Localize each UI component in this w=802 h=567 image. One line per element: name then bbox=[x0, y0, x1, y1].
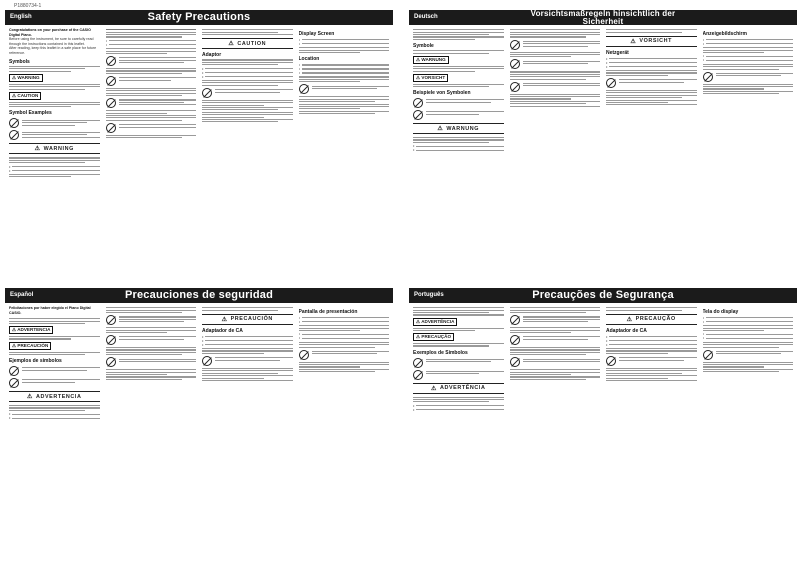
language-label: Español bbox=[10, 292, 34, 298]
prohibition-icon bbox=[510, 315, 520, 325]
warning-triangle-icon: ⚠ bbox=[34, 146, 41, 153]
prohibition-icon bbox=[606, 356, 616, 366]
caution-label: ⚠ VORSICHT bbox=[413, 74, 448, 82]
text-column-2 bbox=[510, 306, 601, 558]
text-column-2: • • bbox=[106, 28, 197, 280]
warning-label: ⚠ WARNUNG bbox=[413, 56, 449, 64]
intro-block bbox=[9, 28, 100, 56]
section-title: Precauções de Segurança bbox=[532, 289, 674, 301]
prohibition-icon bbox=[299, 84, 309, 94]
warning-triangle-icon: ⚠ bbox=[630, 38, 637, 45]
text-column-3: ⚠ PRECAUÇÃO Adaptador de CA • • • bbox=[606, 306, 697, 558]
warning-triangle-icon: ⚠ bbox=[416, 334, 421, 340]
warning-triangle-icon: ⚠ bbox=[221, 316, 228, 323]
spanish-section bbox=[5, 288, 393, 560]
prohibition-icon bbox=[202, 88, 212, 98]
caution-banner: ⚠ CAUTION bbox=[202, 38, 293, 49]
column-heading: Adaptador de CA bbox=[202, 327, 243, 334]
text-column-4: Anzeigebildschirm • • • • bbox=[703, 28, 794, 280]
prohibition-icon bbox=[106, 357, 116, 367]
warning-triangle-icon: ⚠ bbox=[416, 318, 421, 324]
prohibition-icon bbox=[106, 315, 116, 325]
prohibition-icon bbox=[510, 357, 520, 367]
intro-block bbox=[9, 306, 100, 315]
prohibition-icon bbox=[9, 366, 19, 376]
column-heading: Adaptor bbox=[202, 52, 222, 59]
warning-banner: ⚠ WARNING bbox=[9, 143, 100, 154]
warning-banner: ⚠ ADVERTÊNCIA bbox=[413, 383, 504, 394]
warning-triangle-icon: ⚠ bbox=[416, 74, 421, 80]
column-heading: Adaptador de CA bbox=[606, 327, 647, 334]
english-section bbox=[5, 10, 393, 282]
text-column-2 bbox=[510, 28, 601, 280]
caution-symbol-row bbox=[9, 92, 100, 100]
prohibition-icon bbox=[9, 378, 19, 388]
warning-banner: ⚠ WARNUNG bbox=[413, 123, 504, 134]
spanish-banner bbox=[5, 288, 393, 303]
symbol-examples-heading: Beispiele von Symbolen bbox=[413, 90, 471, 97]
caution-banner: ⚠ PRECAUÇÃO bbox=[606, 314, 697, 325]
prohibition-icon bbox=[413, 110, 423, 120]
prohibition-icon bbox=[106, 335, 116, 345]
prohibition-icon bbox=[510, 59, 520, 69]
prohibition-icon bbox=[106, 76, 116, 86]
warning-banner: ⚠ ADVERTENCIA bbox=[9, 391, 100, 402]
warning-triangle-icon: ⚠ bbox=[626, 316, 633, 323]
intro-bullet: After reading, keep this leaflet in a safe place for future reference. bbox=[9, 46, 97, 55]
symbols-heading: Symbole bbox=[413, 42, 434, 49]
warning-triangle-icon: ⚠ bbox=[416, 56, 421, 62]
english-banner bbox=[5, 10, 393, 25]
prohibition-icon bbox=[299, 350, 309, 360]
caution-label: ⚠ PRECAUCIÓN bbox=[9, 342, 51, 350]
intro-bullet: Before using the instrument, be sure to carefully read through the instructions contained in this leaflet. bbox=[9, 37, 94, 46]
text-column-1: Symbole ⚠ WARNUNG ⚠ VORSICHT Beispiele von Symbolen ⚠ WARNUNG • • bbox=[413, 28, 504, 280]
prohibition-icon bbox=[202, 356, 212, 366]
warning-triangle-icon: ⚠ bbox=[430, 385, 437, 392]
warning-triangle-icon: ⚠ bbox=[26, 394, 33, 401]
prohibition-icon bbox=[9, 118, 19, 128]
prohibition-icon bbox=[703, 72, 713, 82]
warning-triangle-icon: ⚠ bbox=[228, 41, 235, 48]
symbol-examples-heading: Ejemplos de símbolos bbox=[9, 358, 62, 365]
language-label: Deutsch bbox=[414, 14, 438, 20]
warning-label: ⚠ WARNING bbox=[9, 74, 43, 82]
language-label: English bbox=[10, 14, 32, 20]
caution-banner: ⚠ VORSICHT bbox=[606, 36, 697, 47]
prohibition-icon bbox=[703, 350, 713, 360]
section-title: Vorsichtsmaßregeln hinsichtlich der Sicherheit bbox=[530, 10, 676, 26]
text-column-4: Display Screen • • Location • • • bbox=[299, 28, 390, 280]
column-heading: Tela do display bbox=[702, 309, 739, 315]
prohibition-icon bbox=[510, 82, 520, 92]
text-column-4: Pantalla de presentación • • • • bbox=[299, 306, 390, 558]
column-heading: Anzeigebildschirm bbox=[702, 31, 747, 37]
warning-label: ⚠ ADVERTÊNCIA bbox=[413, 318, 457, 326]
prohibition-icon bbox=[413, 358, 423, 368]
german-section bbox=[409, 10, 797, 282]
warning-triangle-icon: ⚠ bbox=[12, 342, 17, 348]
intro-lead: Congratulations on your purchase of the CASIO Digital Piano. bbox=[9, 28, 91, 37]
symbols-heading: Symbols bbox=[9, 58, 30, 65]
section-title: Safety Precautions bbox=[147, 11, 251, 23]
column-heading: Netzgerät bbox=[606, 49, 629, 56]
portuguese-banner bbox=[409, 288, 797, 303]
warning-triangle-icon: ⚠ bbox=[12, 327, 17, 333]
warning-triangle-icon: ⚠ bbox=[12, 74, 17, 80]
text-column-1: Congratulations on your purchase of the CASIO Digital Piano. Before using the instrument, be sure to carefully read through the instructions contained in this leaflet. After reading, keep this leaflet in a safe place for future reference. Symbols ⚠ WARNING ⚠ CAUTION Symbol Examples ⚠ WARNING • • bbox=[9, 28, 100, 280]
symbol-examples-heading: Symbol Examples bbox=[9, 110, 52, 117]
warning-label: ⚠ ADVERTENCIA bbox=[9, 326, 53, 334]
text-column-4: Tela do display • • • • bbox=[703, 306, 794, 558]
document-id: P1880734-1 bbox=[14, 3, 42, 9]
prohibition-icon bbox=[413, 370, 423, 380]
caution-label: ⚠ CAUTION bbox=[9, 92, 41, 100]
text-column-1: ⚠ ADVERTÊNCIA ⚠ PRECAUÇÃO Exemplos de Símbolos ⚠ ADVERTÊNCIA • • bbox=[413, 306, 504, 558]
caution-label: ⚠ PRECAUÇÃO bbox=[413, 333, 454, 341]
warning-triangle-icon: ⚠ bbox=[12, 92, 17, 98]
prohibition-icon bbox=[106, 98, 116, 108]
german-banner bbox=[409, 10, 797, 25]
text-column-3: ⚠ VORSICHT Netzgerät • • • bbox=[606, 28, 697, 280]
warning-symbol-row bbox=[9, 74, 100, 82]
portuguese-section bbox=[409, 288, 797, 560]
text-column-1: Felicitaciones por haber elegido el Piano Digital CASIO. ⚠ ADVERTENCIA ⚠ PRECAUCIÓN Ejemplos de símbolos ⚠ ADVERTENCIA • • bbox=[9, 306, 100, 558]
column-heading: Pantalla de presentación bbox=[298, 309, 358, 315]
prohibition-icon bbox=[413, 98, 423, 108]
language-label: Português bbox=[414, 292, 444, 298]
prohibition-icon bbox=[9, 130, 19, 140]
prohibition-icon bbox=[606, 78, 616, 88]
text-column-3: ⚠ CAUTION Adaptor • • • bbox=[202, 28, 293, 280]
text-column-3: ⚠ PRECAUCIÓN Adaptador de CA • • • bbox=[202, 306, 293, 558]
prohibition-icon bbox=[510, 40, 520, 50]
caution-banner: ⚠ PRECAUCIÓN bbox=[202, 314, 293, 325]
prohibition-icon bbox=[106, 56, 116, 66]
column-subheading: Location bbox=[298, 56, 320, 63]
section-title: Precauciones de seguridad bbox=[124, 289, 274, 301]
text-column-2 bbox=[106, 306, 197, 558]
symbol-examples-heading: Exemplos de Símbolos bbox=[413, 349, 468, 356]
prohibition-icon bbox=[106, 123, 116, 133]
warning-triangle-icon: ⚠ bbox=[437, 126, 444, 133]
prohibition-icon bbox=[510, 335, 520, 345]
intro-lead: Felicitaciones por haber elegido el Piano Digital CASIO. bbox=[9, 306, 91, 315]
column-heading: Display Screen bbox=[298, 31, 335, 37]
